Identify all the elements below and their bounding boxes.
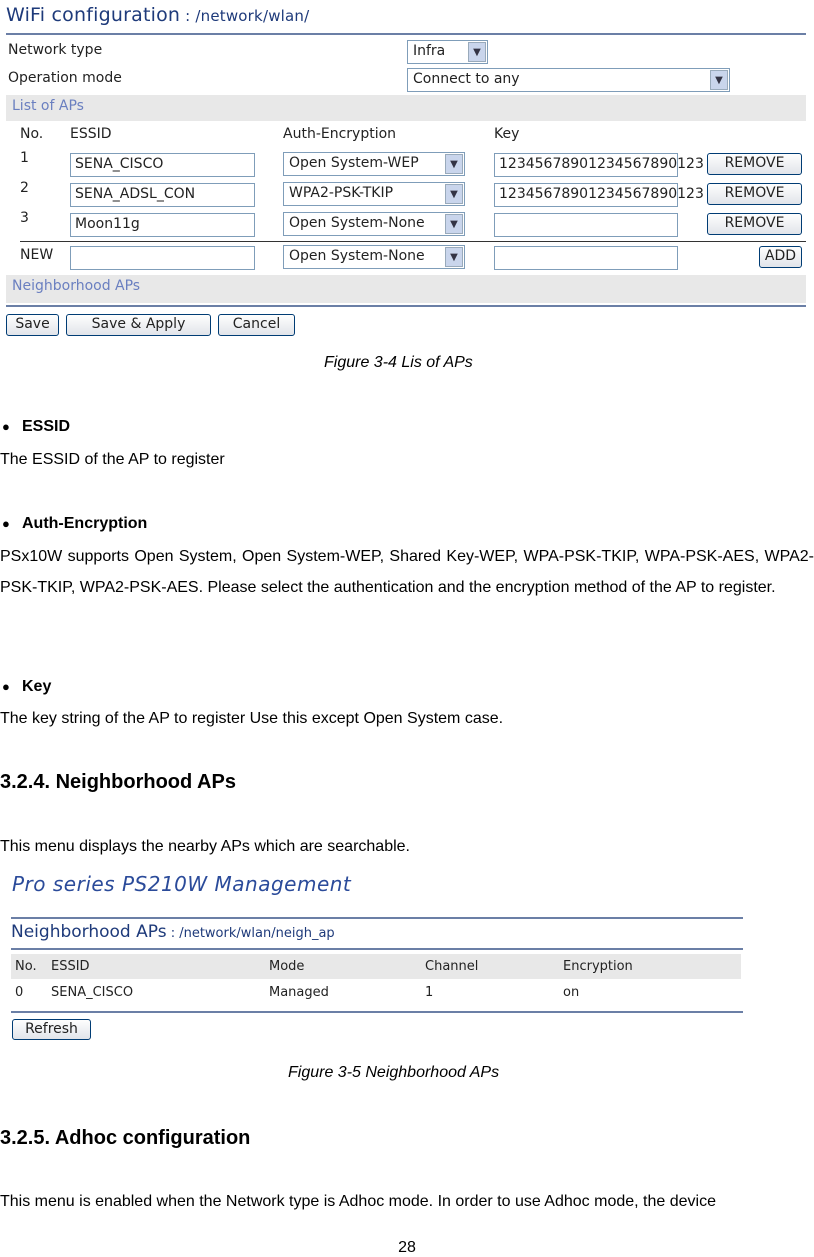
row-3-key-input[interactable] <box>494 213 678 237</box>
management-title: Pro series PS210W Management <box>12 872 352 896</box>
col-no: No. <box>20 126 44 142</box>
bullet-icon: ● <box>2 679 10 694</box>
row-1-essid-input[interactable]: SENA_CISCO <box>70 153 255 177</box>
operation-mode-label: Operation mode <box>8 70 122 86</box>
chevron-down-icon: ▼ <box>468 42 486 62</box>
neighborhood-title-text: Neighborhood APs <box>11 922 167 942</box>
row-3-remove-button[interactable]: REMOVE <box>707 213 802 235</box>
network-type-label: Network type <box>8 42 103 58</box>
chevron-down-icon: ▼ <box>710 70 728 90</box>
path-separator: : / <box>180 7 201 25</box>
adhoc-paragraph: This menu is enabled when the Network type is Adhoc mode. In order to use Adhoc mode, the device <box>0 1193 716 1210</box>
row-1-auth-value: Open System-WEP <box>289 155 419 171</box>
key-paragraph: The key string of the AP to register Use this except Open System case. <box>0 710 504 727</box>
row-2-auth-select[interactable] <box>283 182 465 206</box>
neighborhood-aps-section: Neighborhood APs <box>6 275 806 303</box>
figure-3-4-caption: Figure 3-4 Lis of APs <box>324 354 473 371</box>
chevron-down-icon: ▼ <box>445 154 463 174</box>
auth-paragraph: PSx10W supports Open System, Open System-WEP, Shared Key-WEP, WPA-PSK-TKIP, WPA-PSK-AES, WPA2-PSK-TKIP, WPA2-PSK-AES. Please select the authentication and the encryption method of the AP to register. <box>0 548 814 596</box>
path-wlan-link[interactable]: wlan <box>240 926 272 941</box>
path-separator: : / <box>166 926 184 941</box>
row-1-auth-select[interactable] <box>283 152 465 176</box>
wifi-config-title: WiFi configuration : /network/wlan/ <box>6 4 310 26</box>
new-auth-select[interactable] <box>283 245 465 269</box>
save-button[interactable]: Save <box>6 314 59 336</box>
row-1-remove-button[interactable]: REMOVE <box>707 153 802 175</box>
figure-3-5-caption: Figure 3-5 Neighborhood APs <box>288 1064 500 1081</box>
col-no: No. <box>15 959 37 974</box>
neighborhood-paragraph: This menu displays the nearby APs which are searchable. <box>0 838 410 855</box>
operation-mode-select[interactable] <box>407 68 730 92</box>
neighborhood-heading: 3.2.4. Neighborhood APs <box>0 771 236 793</box>
title-divider <box>11 948 743 950</box>
new-essid-input[interactable] <box>70 246 255 270</box>
chevron-down-icon: ▼ <box>445 247 463 267</box>
row-2-no: 2 <box>20 180 29 196</box>
wifi-config-figure <box>0 0 814 345</box>
wifi-title-text: WiFi configuration <box>6 4 181 26</box>
col-encryption: Encryption <box>563 959 633 974</box>
add-button[interactable]: ADD <box>759 246 802 268</box>
row-0-mode: Managed <box>269 985 329 1000</box>
new-row-divider <box>20 241 806 242</box>
adhoc-heading: 3.2.5. Adhoc configuration <box>0 1127 251 1149</box>
col-mode: Mode <box>269 959 305 974</box>
path-network-link[interactable]: network <box>183 926 237 941</box>
network-type-select[interactable] <box>407 40 488 64</box>
auth-heading-text: Auth-Encryption <box>22 515 148 532</box>
bullet-icon: ● <box>2 419 10 434</box>
row-2-auth-value: WPA2-PSK-TKIP <box>289 185 394 201</box>
path-network-link[interactable]: network <box>200 7 263 25</box>
title-divider <box>6 33 806 35</box>
row-0-no: 0 <box>15 985 24 1000</box>
new-auth-value: Open System-None <box>289 248 425 264</box>
neighborhood-title: Neighborhood APs : /network/wlan/neigh_ap <box>11 922 335 942</box>
row-0-encryption: on <box>563 985 580 1000</box>
operation-mode-value: Connect to any <box>413 71 520 87</box>
row-2-essid-input[interactable]: SENA_ADSL_CON <box>70 183 255 207</box>
row-2-key-input[interactable]: 12345678901234567890123 <box>494 183 678 207</box>
essid-heading <box>0 418 70 436</box>
col-key: Key <box>494 126 520 142</box>
key-heading-text: Key <box>22 678 52 695</box>
row-1-key-input[interactable]: 12345678901234567890123 <box>494 153 678 177</box>
network-type-value: Infra <box>413 43 446 59</box>
col-essid: ESSID <box>70 126 112 142</box>
list-of-aps-section: List of APs <box>6 95 806 121</box>
essid-paragraph: The ESSID of the AP to register <box>0 451 225 468</box>
new-row-label: NEW <box>20 247 54 263</box>
chevron-down-icon: ▼ <box>445 184 463 204</box>
row-3-essid-input[interactable]: Moon11g <box>70 213 255 237</box>
path-neigh-ap-link[interactable]: neigh_ap <box>275 926 335 941</box>
row-0-essid: SENA_CISCO <box>51 985 134 1000</box>
essid-heading-text: ESSID <box>22 418 71 435</box>
chevron-down-icon: ▼ <box>445 214 463 234</box>
cancel-button[interactable]: Cancel <box>218 314 295 336</box>
table-bottom-divider <box>11 1011 743 1013</box>
row-1-no: 1 <box>20 150 29 166</box>
auth-heading <box>0 515 147 533</box>
row-0-channel: 1 <box>425 985 434 1000</box>
col-channel: Channel <box>425 959 479 974</box>
mgmt-divider <box>11 917 743 919</box>
save-apply-button[interactable]: Save & Apply <box>66 314 211 336</box>
row-3-auth-select[interactable] <box>283 212 465 236</box>
row-3-auth-value: Open System-None <box>289 215 425 231</box>
page-number: 28 <box>398 1239 416 1256</box>
new-key-input[interactable] <box>494 246 678 270</box>
path-wlan-link[interactable]: wlan <box>268 7 305 25</box>
col-essid: ESSID <box>51 959 90 974</box>
refresh-button[interactable]: Refresh <box>12 1019 91 1040</box>
row-2-remove-button[interactable]: REMOVE <box>707 183 802 205</box>
col-auth: Auth-Encryption <box>283 126 397 142</box>
key-heading <box>0 678 51 696</box>
bullet-icon: ● <box>2 516 10 531</box>
bottom-divider <box>6 305 806 307</box>
row-3-no: 3 <box>20 210 29 226</box>
